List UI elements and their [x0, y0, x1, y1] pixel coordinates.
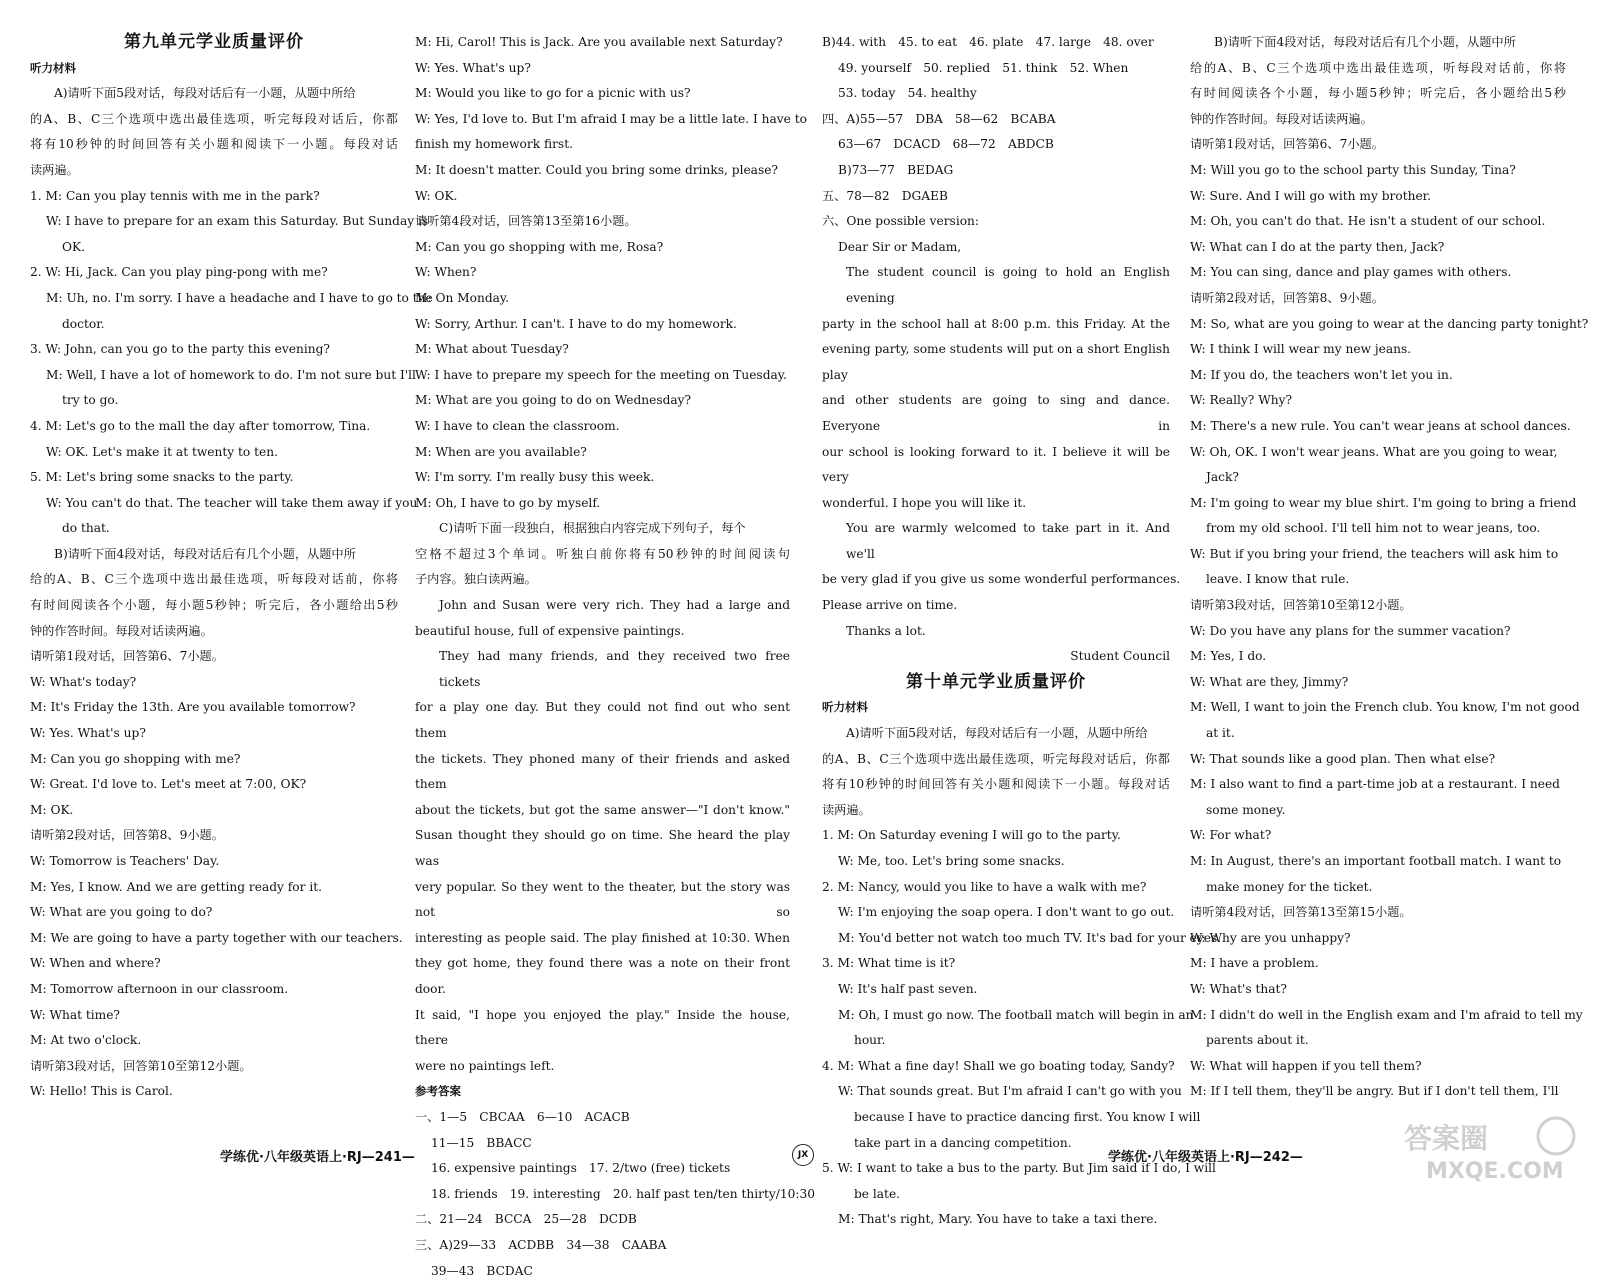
text-line: very popular. So they went to the theater, but the story was not so [415, 875, 790, 926]
text-line: W: Tomorrow is Teachers' Day. [30, 849, 398, 875]
text-line: M: I have a problem. [1190, 951, 1566, 977]
text-line: were no paintings left. [415, 1054, 790, 1080]
text-line: doctor. [30, 312, 398, 338]
text-line: 请听第4段对话，回答第13至第15小题。 [1190, 900, 1566, 926]
watermark-text: 答案圈 [1404, 1122, 1488, 1155]
column-1 [30, 30, 398, 1105]
text-line: M: Well, I have a lot of homework to do. I'm not sure but I'll [30, 363, 398, 389]
text-line: our school is looking forward to it. I believe it will be very [822, 440, 1170, 491]
text-line: They had many friends, and they received two free tickets [415, 644, 790, 695]
text-line: 子内容。独白读两遍。 [415, 567, 790, 593]
text-line: beautiful house, full of expensive paintings. [415, 619, 790, 645]
text-line: M: If you do, the teachers won't let you in. [1190, 363, 1566, 389]
text-line: W: Why are you unhappy? [1190, 926, 1566, 952]
text-line: Jack? [1190, 465, 1566, 491]
text-line: at it. [1190, 721, 1566, 747]
text-line: 39—43 BCDAC [415, 1259, 790, 1284]
column-3 [822, 30, 1170, 1233]
text-line: the tickets. They phoned many of their friends and asked them [415, 747, 790, 798]
text-line: W: I have to clean the classroom. [415, 414, 790, 440]
text-line: M: In August, there's an important football match. I want to [1190, 849, 1566, 875]
text-line: W: Yes, I'd love to. But I'm afraid I may be a little late. I have to [415, 107, 790, 133]
text-line: W: That sounds like a good plan. Then what else? [1190, 747, 1566, 773]
text-line: W: Really? Why? [1190, 388, 1566, 414]
text-line: for a play one day. But they could not find out who sent them [415, 695, 790, 746]
text-line: W: I think I will wear my new jeans. [1190, 337, 1566, 363]
column-4 [1190, 30, 1566, 1105]
text-line: W: Sure. And I will go with my brother. [1190, 184, 1566, 210]
text-line: M: I'm going to wear my blue shirt. I'm going to bring a friend [1190, 491, 1566, 517]
text-line: M: Yes, I do. [1190, 644, 1566, 670]
text-line: M: Tomorrow afternoon in our classroom. [30, 977, 398, 1003]
text-line: M: Can you go shopping with me? [30, 747, 398, 773]
text-line: W: Sorry, Arthur. I can't. I have to do my homework. [415, 312, 790, 338]
text-line: C)请听下面一段独白，根据独白内容完成下列句子，每个 [415, 516, 790, 542]
text-line: 请听第1段对话，回答第6、7小题。 [1190, 132, 1566, 158]
text-line: be late. [822, 1182, 1170, 1208]
text-line: 五、78—82 DGAEB [822, 184, 1170, 210]
subsection-label: 听力材料 [30, 56, 398, 82]
text-line: from my old school. I'll tell him not to wear jeans, too. [1190, 516, 1566, 542]
text-line: 请听第2段对话，回答第8、9小题。 [30, 823, 398, 849]
text-line: M: Hi, Carol! This is Jack. Are you available next Saturday? [415, 30, 790, 56]
text-line: wonderful. I hope you will like it. [822, 491, 1170, 517]
text-line: 49. yourself 50. replied 51. think 52. When [822, 56, 1170, 82]
text-line: It said, "I hope you enjoyed the play." Inside the house, there [415, 1003, 790, 1054]
text-line: W: What's today? [30, 670, 398, 696]
text-line: 钟的作答时间。每段对话读两遍。 [1190, 107, 1566, 133]
text-line: make money for the ticket. [1190, 875, 1566, 901]
text-line: B)73—77 BEDAG [822, 158, 1170, 184]
text-line: Student Council [822, 644, 1170, 670]
text-line: 请听第4段对话，回答第13至第16小题。 [415, 209, 790, 235]
text-line: M: Would you like to go for a picnic with us? [415, 81, 790, 107]
text-line: 请听第3段对话，回答第10至第12小题。 [30, 1054, 398, 1080]
text-line: some money. [1190, 798, 1566, 824]
text-line: W: Me, too. Let's bring some snacks. [822, 849, 1170, 875]
text-line: 3. M: What time is it? [822, 951, 1170, 977]
text-line: W: I'm sorry. I'm really busy this week. [415, 465, 790, 491]
text-line: You are warmly welcomed to take part in it. And we'll [822, 516, 1170, 567]
text-line: Susan thought they should go on time. She heard the play was [415, 823, 790, 874]
text-line: M: I also want to find a part-time job at a restaurant. I need [1190, 772, 1566, 798]
text-line: 一、1—5 CBCAA 6—10 ACACB [415, 1105, 790, 1131]
text-line: A)请听下面5段对话，每段对话后有一小题，从题中所给 [822, 721, 1170, 747]
text-line: M: What about Tuesday? [415, 337, 790, 363]
center-mark: JX [792, 1144, 814, 1166]
text-line: M: When are you available? [415, 440, 790, 466]
text-line: 三、A)29—33 ACDBB 34—38 CAABA [415, 1233, 790, 1259]
text-line: leave. I know that rule. [1190, 567, 1566, 593]
text-line: try to go. [30, 388, 398, 414]
text-line: W: Great. I'd love to. Let's meet at 7:00, OK? [30, 772, 398, 798]
text-line: OK. [30, 235, 398, 261]
text-line: W: Yes. What's up? [30, 721, 398, 747]
text-line: 1. M: Can you play tennis with me in the park? [30, 184, 398, 210]
text-line: do that. [30, 516, 398, 542]
text-line: M: There's a new rule. You can't wear jeans at school dances. [1190, 414, 1566, 440]
text-line: because I have to practice dancing first. You know I will [822, 1105, 1170, 1131]
text-line: 的A、B、C三个选项中选出最佳选项，听完每段对话后，你都 [822, 747, 1170, 773]
text-line: W: What are you going to do? [30, 900, 398, 926]
text-line: W: Hello! This is Carol. [30, 1079, 398, 1105]
text-line: about the tickets, but got the same answer—"I don't know." [415, 798, 790, 824]
subsection-label: 听力材料 [822, 695, 1170, 721]
text-line: 六、One possible version: [822, 209, 1170, 235]
text-line: M: You'd better not watch too much TV. It's bad for your eyes. [822, 926, 1170, 952]
text-line: 2. W: Hi, Jack. Can you play ping-pong with me? [30, 260, 398, 286]
text-line: A)请听下面5段对话，每段对话后有一小题，从题中所给 [30, 81, 398, 107]
watermark-url: MXQE.COM [1426, 1159, 1564, 1184]
text-line: 11—15 BBACC [415, 1131, 790, 1157]
text-line: W: For what? [1190, 823, 1566, 849]
text-line: party in the school hall at 8:00 p.m. this Friday. At the [822, 312, 1170, 338]
text-line: and other students are going to sing and dance. Everyone in [822, 388, 1170, 439]
text-line: 5. M: Let's bring some snacks to the party. [30, 465, 398, 491]
footer-left-page-number: 学练优·八年级英语上·RJ—241— [220, 1146, 415, 1165]
text-line: W: When? [415, 260, 790, 286]
text-line: M: Yes, I know. And we are getting ready for it. [30, 875, 398, 901]
text-line: M: If I tell them, they'll be angry. But if I don't tell them, I'll [1190, 1079, 1566, 1105]
text-line: W: OK. Let's make it at twenty to ten. [30, 440, 398, 466]
text-line: M: It doesn't matter. Could you bring some drinks, please? [415, 158, 790, 184]
text-line: M: Oh, I must go now. The football match will begin in an [822, 1003, 1170, 1029]
text-line: W: I have to prepare my speech for the meeting on Tuesday. [415, 363, 790, 389]
text-line: 请听第2段对话，回答第8、9小题。 [1190, 286, 1566, 312]
subsection-label: 参考答案 [415, 1079, 790, 1105]
text-line: 请听第1段对话，回答第6、7小题。 [30, 644, 398, 670]
text-line: 1. M: On Saturday evening I will go to the party. [822, 823, 1170, 849]
text-line: W: But if you bring your friend, the teachers will ask him to [1190, 542, 1566, 568]
text-line: B)请听下面4段对话，每段对话后有几个小题，从题中所 [1190, 30, 1566, 56]
text-line: M: We are going to have a party together with our teachers. [30, 926, 398, 952]
text-line: W: Do you have any plans for the summer vacation? [1190, 619, 1566, 645]
text-line: 将有10秒钟的时间回答有关小题和阅读下一小题。每段对话 [822, 772, 1170, 798]
text-line: 读两遍。 [822, 798, 1170, 824]
text-line: M: Oh, you can't do that. He isn't a student of our school. [1190, 209, 1566, 235]
text-line: 3. W: John, can you go to the party this evening? [30, 337, 398, 363]
text-line: hour. [822, 1028, 1170, 1054]
text-line: 空格不超过3个单词。听独白前你将有50秒钟的时间阅读句 [415, 542, 790, 568]
text-line: M: It's Friday the 13th. Are you available tomorrow? [30, 695, 398, 721]
text-line: 16. expensive paintings 17. 2/two (free) tickets [415, 1156, 790, 1182]
text-line: W: It's half past seven. [822, 977, 1170, 1003]
text-line: W: What will happen if you tell them? [1190, 1054, 1566, 1080]
text-line: M: Uh, no. I'm sorry. I have a headache and I have to go to the [30, 286, 398, 312]
text-line: M: I didn't do well in the English exam and I'm afraid to tell my [1190, 1003, 1566, 1029]
text-line: B)请听下面4段对话，每段对话后有几个小题，从题中所 [30, 542, 398, 568]
text-line: M: You can sing, dance and play games with others. [1190, 260, 1566, 286]
text-line: 请听第3段对话，回答第10至第12小题。 [1190, 593, 1566, 619]
text-line: 读两遍。 [30, 158, 398, 184]
text-line: W: What are they, Jimmy? [1190, 670, 1566, 696]
text-line: M: Will you go to the school party this Sunday, Tina? [1190, 158, 1566, 184]
text-line: 的A、B、C三个选项中选出最佳选项，听完每段对话后，你都 [30, 107, 398, 133]
footer-right-page-number: 学练优·八年级英语上·RJ—242— [1108, 1146, 1303, 1165]
text-line: 有时间阅读各个小题，每小题5秒钟；听完后，各小题给出5秒 [1190, 81, 1566, 107]
text-line: B)44. with 45. to eat 46. plate 47. large 48. over [822, 30, 1170, 56]
text-line: M: OK. [30, 798, 398, 824]
text-line: 钟的作答时间。每段对话读两遍。 [30, 619, 398, 645]
text-line: M: At two o'clock. [30, 1028, 398, 1054]
text-line: Dear Sir or Madam, [822, 235, 1170, 261]
text-line: 5. W: I want to take a bus to the party. But Jim said if I do, I will [822, 1156, 1170, 1182]
text-line: take part in a dancing competition. [822, 1131, 1170, 1157]
text-line: The student council is going to hold an English evening [822, 260, 1170, 311]
text-line: W: When and where? [30, 951, 398, 977]
text-line: interesting as people said. The play finished at 10:30. When [415, 926, 790, 952]
section-title: 第十单元学业质量评价 [822, 670, 1170, 696]
text-line: 53. today 54. healthy [822, 81, 1170, 107]
text-line: parents about it. [1190, 1028, 1566, 1054]
text-line: 4. M: Let's go to the mall the day after tomorrow, Tina. [30, 414, 398, 440]
text-line: M: On Monday. [415, 286, 790, 312]
text-line: W: That sounds great. But I'm afraid I can't go with you [822, 1079, 1170, 1105]
text-line: W: You can't do that. The teacher will take them away if you [30, 491, 398, 517]
text-line: 63—67 DCACD 68—72 ABDCB [822, 132, 1170, 158]
text-line: 二、21—24 BCCA 25—28 DCDB [415, 1207, 790, 1233]
text-line: 四、A)55—57 DBA 58—62 BCABA [822, 107, 1170, 133]
text-line: M: Oh, I have to go by myself. [415, 491, 790, 517]
text-line: M: What are you going to do on Wednesday? [415, 388, 790, 414]
watermark-logo [1396, 1110, 1586, 1185]
text-line: evening party, some students will put on a short English play [822, 337, 1170, 388]
text-line: 2. M: Nancy, would you like to have a walk with me? [822, 875, 1170, 901]
text-line: they got home, they found there was a note on their front door. [415, 951, 790, 1002]
column-2 [415, 30, 790, 1284]
text-line: be very glad if you give us some wonderful performances. [822, 567, 1170, 593]
text-line: Please arrive on time. [822, 593, 1170, 619]
text-line: M: Well, I want to join the French club. You know, I'm not good [1190, 695, 1566, 721]
text-line: 将有10秒钟的时间回答有关小题和阅读下一小题。每段对话 [30, 132, 398, 158]
text-line: 有时间阅读各个小题，每小题5秒钟；听完后，各小题给出5秒 [30, 593, 398, 619]
section-title: 第九单元学业质量评价 [30, 30, 398, 56]
text-line: finish my homework first. [415, 132, 790, 158]
text-line: W: Yes. What's up? [415, 56, 790, 82]
text-line: M: That's right, Mary. You have to take a taxi there. [822, 1207, 1170, 1233]
text-line: W: OK. [415, 184, 790, 210]
text-line: 4. M: What a fine day! Shall we go boating today, Sandy? [822, 1054, 1170, 1080]
text-line: M: Can you go shopping with me, Rosa? [415, 235, 790, 261]
text-line: 给的A、B、C三个选项中选出最佳选项，听每段对话前，你将 [1190, 56, 1566, 82]
text-line: Thanks a lot. [822, 619, 1170, 645]
text-line: John and Susan were very rich. They had a large and [415, 593, 790, 619]
text-line: W: Oh, OK. I won't wear jeans. What are you going to wear, [1190, 440, 1566, 466]
text-line: W: What's that? [1190, 977, 1566, 1003]
text-line: 18. friends 19. interesting 20. half past ten/ten thirty/10:30 [415, 1182, 790, 1208]
text-line: W: What can I do at the party then, Jack? [1190, 235, 1566, 261]
text-line: W: I'm enjoying the soap opera. I don't want to go out. [822, 900, 1170, 926]
text-line: 给的A、B、C三个选项中选出最佳选项，听每段对话前，你将 [30, 567, 398, 593]
text-line: M: So, what are you going to wear at the dancing party tonight? [1190, 312, 1566, 338]
text-line: W: What time? [30, 1003, 398, 1029]
text-line: W: I have to prepare for an exam this Saturday. But Sunday is [30, 209, 398, 235]
